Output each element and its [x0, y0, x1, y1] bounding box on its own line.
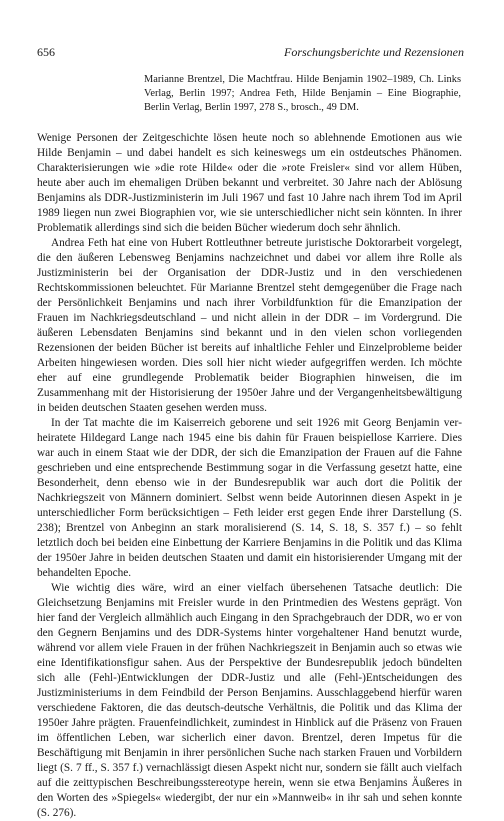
paragraph: Andrea Feth hat eine von Hubert Rottleuthner betreute juristische Doktorarbeit vorgelegt, die den äußeren Lebensweg Benjamins nachzeichnet und dabei vor allem ihre Rolle als Justizministerin bei der Organisation der DDR-Justiz und in den verschiedenen Rechtskommissionen beleuchtet. Für Marianne Brentzel steht demgegenüber die Frage nach der Persönlichkeit Benjamins und nach ihrer Vorbildfunktion für die Emanzipation der Frauen im Nachkriegsdeutschland – und nicht allein in der DDR – im Vordergrund. Die äußeren Lebensdaten Benjamins sind bekannt und in den vielen schon vorliegenden Rezensionen der beiden Bücher ist bereits auf inhaltliche Fehler und Einzelprobleme beider Arbeiten hingewiesen worden. Dies soll hier nicht wieder aufgegriffen werden. Ich möchte eher auf eine grundlegende Problematik beider Biographien hinweisen, die im Zusammenhang mit der Historisierung der 1950er Jahre und der Vergangenheitsbewältigung in beiden deutschen Staaten gesehen werden muss.: [37, 237, 462, 414]
book-citation: Marianne Brentzel, Die Machtfrau. Hilde Benjamin 1902–1989, Ch. Links Verlag, Berlin 1997; Andrea Feth, Hilde Benjamin – Eine Biographie, Berlin Verlag, Berlin 1997, 278 S., brosch., 49 DM.: [144, 74, 461, 114]
paragraph: Wenige Personen der Zeitgeschichte lösen heute noch so ablehnende Emotionen aus wie Hilde Benjamin – und dabei handelt es sich keineswegs um ein ostdeutsches Phänomen. Charakterisierungen wie »die rote Hilde« oder die »rote Freisler« sind vor allem Hüben, heute aber auch im ehemaligen Drüben bekannt und verbreitet. 30 Jahre nach der Ablösung Benjamins als DDR-Justizministerin im Juli 1967 und fast 10 Jahre nach ihrem Tod im April 1989 liegen nun zwei Biographien vor, wie sie unterschiedlicher nicht sein könnten. In ihrer Problematik allerdings sind sich die beiden Bücher wiederum doch sehr ähnlich.: [37, 132, 462, 234]
page-number: 656: [37, 45, 55, 59]
running-title: Forschungsberichte und Rezensionen: [284, 45, 464, 59]
page-header: [37, 44, 464, 60]
paragraph: Wie wichtig dies wäre, wird an einer vielfach übersehenen Tatsache deutlich: Die Gleichsetzung Benjamins mit Freisler wurde in den Printmedien des Westens geprägt. Von hier fand der Vergleich allmählich auch Eingang in den Sprachgebrauch der DDR, wo er von den Gegnern Benjamins und des DDR-Systems hinter vorgehaltener Hand benutzt wurde, während vor allem viele Frauen in der frühen Nachkriegszeit in Benjamin auch so etwas wie eine Identifikationsfigur sahen. Aus der Perspektive der Bundesrepublik jedoch bündelten sich alle (Fehl-)Entwicklungen der DDR-Justiz und alle (Fehl-)Entscheidungen des Justizministeriums in dem Feindbild der Person Benjamins. Ausschlaggebend hierfür waren verschiedene Faktoren, die das deutsch-deutsche Verhältnis, die Politik und das Klima der 1950er Jahre prägten. Frauenfeindlichkeit, zumindest in Hinblick auf die Präsenz von Frauen im öffentlichen Leben, war sicherlich einer davon. Brentzel, deren Impetus für die Beschäftigung mit Benjamin in ihrer persönlichen Suche nach starken Frauen und Vorbildern liegt (S. 7 ff., S. 357 f.) vernachlässigt diesen Aspekt nicht nur, sondern sie fällt auch vielfach auf die zeittypischen Beschreibungsstereotype herein, wenn sie etwa Benjamins Äußeres in den Worten des »Spiegels« wiedergibt, der nur ein »Mannweib« in ihr sah und sehen konnte (S. 276).: [37, 582, 462, 819]
paragraph: In der Tat machte die im Kaiserreich geborene und seit 1926 mit Georg Benjamin verheiratete Hildegard Lange nach 1945 eine bis dahin für Frauen beispiellose Karriere. Dies war auch in einem Staat wie der DDR, der sich die Emanzipation der Frauen auf die Fahne geschrieben und eine entsprechende Bestimmung sogar in die Verfassung gesetzt hatte, eine Besonderheit, denn ebenso wie in der Bundesrepublik war auch dort die Politik der Nachkriegszeit von Männern dominiert. Selbst wenn beide Autorinnen diesen Aspekt in je unterschiedlicher Form berücksichtigen – Feth leider erst gegen Ende ihrer Darstellung (S. 238); Brentzel von Anbeginn an stark moralisierend (S. 14, S. 18, S. 357 f.) – so fehlt letztlich doch bei beiden eine Einbettung der Karriere Benjamins in die Politik und das Klima der 1950er Jahre in beiden deutschen Staaten und damit ein historisierender Umgang mit der behandelten Epoche.: [37, 417, 462, 579]
review-body: [37, 131, 462, 821]
